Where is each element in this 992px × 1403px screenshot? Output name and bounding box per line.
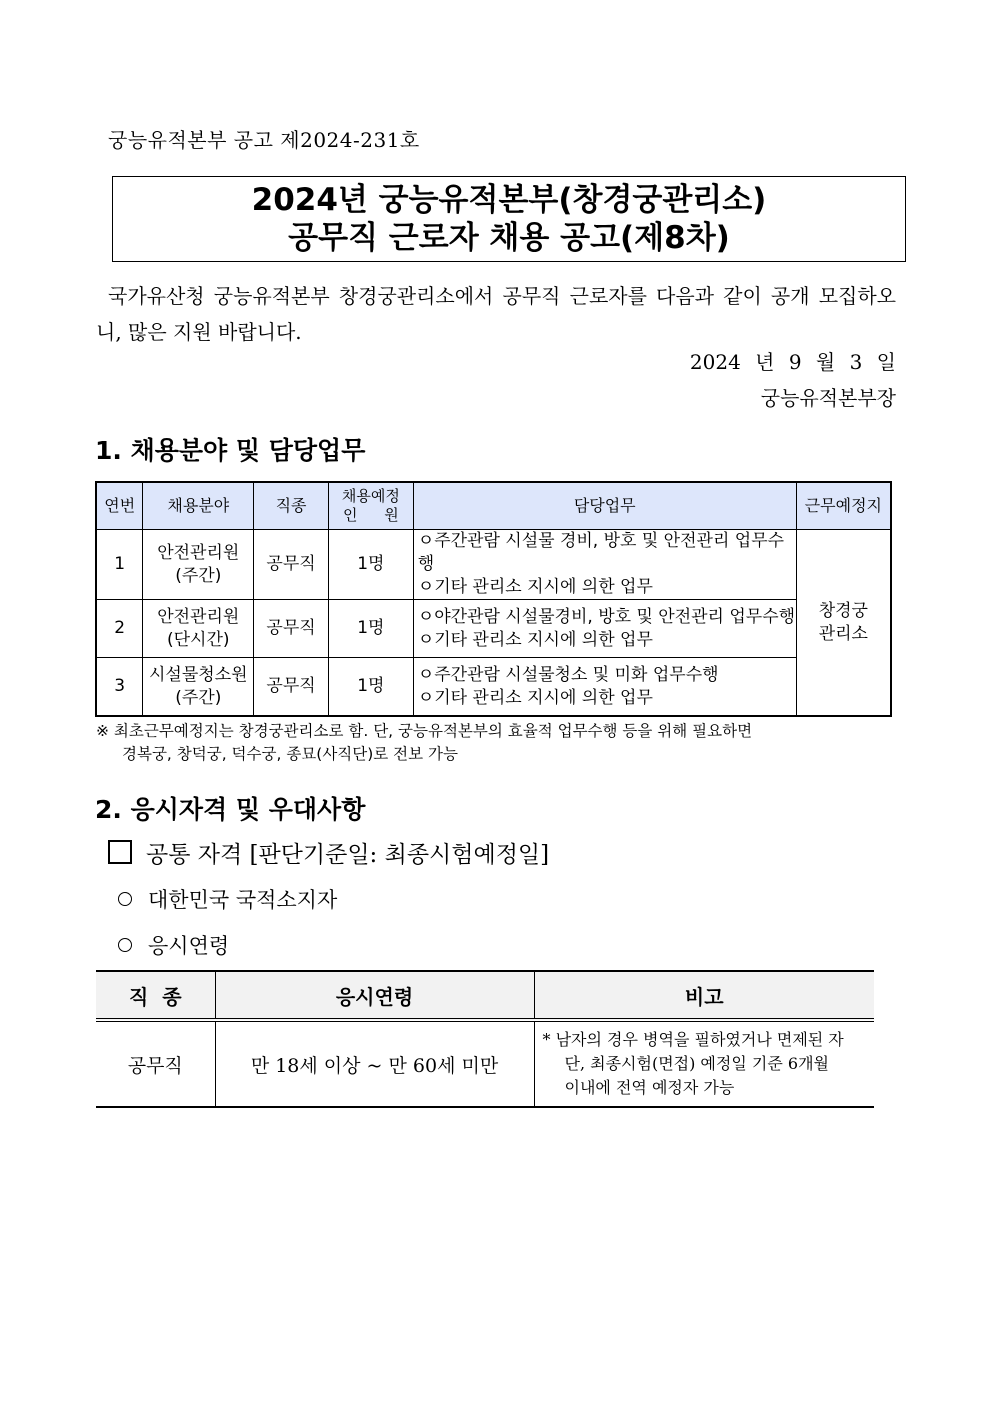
intro-paragraph: 국가유산청 궁능유적본부 창경궁관리소에서 공무직 근로자를 다음과 같이 공개 모집하오니, 많은 지원 바랍니다.	[96, 284, 896, 344]
section-1-heading: 1. 채용분야 및 담당업무	[95, 436, 366, 465]
notice-date: 2024 년 9 월 3 일	[689, 350, 896, 374]
header-no: 연번	[96, 482, 143, 530]
table-row	[96, 658, 891, 717]
bullet-item	[118, 884, 337, 914]
header-capacity-line-2: 인 원	[342, 506, 399, 524]
circle-bullet-icon	[118, 892, 132, 906]
remark-line-2: 단, 최종시험(면접) 예정일 기준 6개월	[564, 1054, 829, 1073]
header-field: 채용분야	[143, 482, 254, 530]
square-icon	[108, 840, 132, 864]
row-field	[143, 658, 254, 717]
title-line-2: 공무직 근로자 채용 공고(제8차)	[288, 220, 730, 256]
row-duty-line-1: ㅇ야간관람 시설물경비, 방호 및 안전관리 업무수행	[417, 606, 796, 627]
note-line-1: ※ 최초근무예정지는 창경궁관리소로 함. 단, 궁능유적본부의 효율적 업무수행 등을 위해 필요하면	[96, 722, 753, 740]
row-duty-line-2: ㅇ기타 관리소 지시에 의한 업무	[417, 687, 653, 708]
table-row	[96, 1020, 874, 1107]
common-qualification-text: 공통 자격 [판단기준일: 최종시험예정일]	[146, 842, 550, 868]
work-location-line-1: 창경궁	[818, 600, 868, 621]
row-duty-line-1: ㅇ주간관람 시설물 경비, 방호 및 안전관리 업무수행	[417, 531, 785, 574]
bullet-item	[118, 930, 229, 960]
header-capacity	[328, 482, 413, 530]
bullet-text: 대한민국 국적소지자	[148, 888, 338, 912]
remark-line-1: * 남자의 경우 병역을 필하였거나 면제된 자	[542, 1030, 844, 1049]
header-location: 근무예정지	[796, 482, 891, 530]
row-field-line-2: (주간)	[175, 687, 222, 708]
row-duty	[413, 600, 796, 658]
row-field	[143, 530, 254, 600]
work-location	[796, 530, 891, 717]
notice-number: 궁능유적본부 공고 제2024-231호	[108, 128, 420, 152]
header-remark: 비고	[534, 971, 874, 1020]
row-count: 1명	[328, 530, 413, 600]
row-field-line-1: 안전관리원	[157, 606, 240, 627]
section-2-heading: 2. 응시자격 및 우대사항	[95, 795, 366, 824]
title-box	[112, 176, 906, 262]
age-table-age: 만 18세 이상 ~ 만 60세 미만	[215, 1020, 534, 1107]
header-duty: 담당업무	[413, 482, 796, 530]
row-type: 공무직	[254, 658, 329, 717]
header-age: 응시연령	[215, 971, 534, 1020]
row-field-line-1: 시설물청소원	[149, 664, 248, 685]
age-table-type: 공무직	[96, 1020, 215, 1107]
common-qualification	[108, 836, 549, 869]
row-duty-line-2: ㅇ기타 관리소 지시에 의한 업무	[417, 629, 653, 650]
bullet-text: 응시연령	[148, 934, 230, 958]
row-type: 공무직	[254, 530, 329, 600]
location-note	[96, 720, 896, 766]
row-type: 공무직	[254, 600, 329, 658]
row-no: 3	[96, 658, 143, 717]
table-row	[96, 530, 891, 600]
title-line-1: 2024년 궁능유적본부(창경궁관리소)	[251, 182, 767, 218]
signer: 궁능유적본부장	[760, 386, 896, 410]
table-header-row	[96, 482, 891, 530]
row-duty-line-2: ㅇ기타 관리소 지시에 의한 업무	[417, 577, 653, 597]
row-duty	[413, 658, 796, 717]
age-table-header-row	[96, 971, 874, 1020]
row-field	[143, 600, 254, 658]
age-table	[96, 970, 874, 1108]
row-duty	[413, 530, 796, 600]
row-field-line-2: (주간)	[175, 565, 222, 586]
note-line-2: 경복궁, 창덕궁, 덕수궁, 종묘(사직단)로 전보 가능	[122, 745, 458, 763]
row-field-line-1: 안전관리원	[157, 542, 240, 563]
header-capacity-line-1: 채용예정	[341, 487, 400, 505]
work-location-line-2: 관리소	[818, 623, 868, 644]
row-no: 2	[96, 600, 143, 658]
table-row	[96, 600, 891, 658]
age-table-remark	[534, 1020, 874, 1107]
row-duty-line-1: ㅇ주간관람 시설물청소 및 미화 업무수행	[417, 664, 719, 685]
circle-bullet-icon	[118, 938, 132, 952]
row-field-line-2: (단시간)	[167, 629, 230, 650]
header-type: 직종	[254, 482, 329, 530]
recruitment-table	[95, 481, 892, 717]
row-count: 1명	[328, 600, 413, 658]
header-job-type: 직 종	[96, 971, 215, 1020]
row-no: 1	[96, 530, 143, 600]
remark-line-3: 이내에 전역 예정자 가능	[564, 1078, 735, 1097]
row-count: 1명	[328, 658, 413, 717]
